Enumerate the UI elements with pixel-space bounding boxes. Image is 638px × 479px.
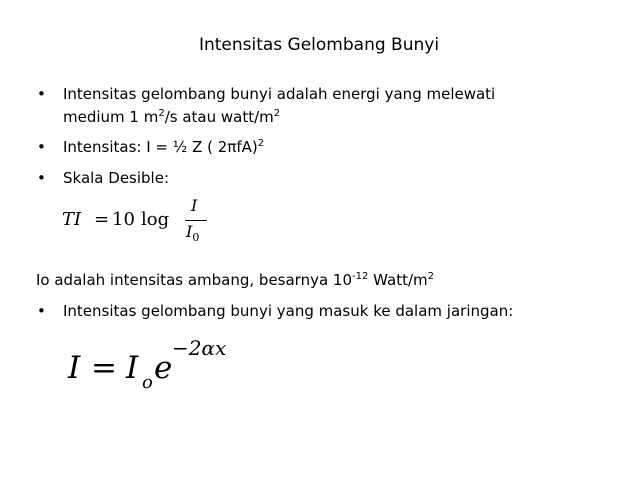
bullet-dot: • — [37, 169, 46, 187]
bullet-1-line-1: Intensitas gelombang bunyi adalah energi yang melewati — [63, 85, 496, 103]
formula-2-equals: = — [91, 350, 117, 386]
formula-2-io: I — [126, 350, 139, 386]
bullet-4-line: Intensitas gelombang bunyi yang masuk ke dalam jaringan: — [63, 302, 514, 320]
bullet-3-line: Skala Desible: — [63, 169, 169, 187]
formula-1-lhs: TI — [62, 209, 82, 230]
threshold-sup-1: -12 — [352, 271, 369, 282]
bullet-2-text: Intensitas: I = ½ Z ( 2πfA) — [63, 138, 258, 156]
formula-2-io-sub: o — [142, 372, 153, 393]
bullet-dot: • — [37, 138, 46, 156]
formula-1-coefficient: 10 — [112, 209, 135, 230]
formula-1-denominator — [186, 222, 199, 244]
slide-title: Intensitas Gelombang Bunyi — [198, 35, 440, 55]
formula-1-den-sub: 0 — [192, 231, 200, 245]
bullet-1-text: medium 1 m — [63, 108, 159, 126]
bullet-1-mid: /s atau watt/m — [164, 108, 274, 126]
bullet-1-line-2 — [63, 107, 280, 127]
formula-2-exponent: −2αx — [172, 336, 227, 360]
formula-1-numerator: I — [191, 196, 198, 215]
formula-1-log: log — [141, 209, 170, 230]
formula-1-den-base: I — [186, 222, 193, 241]
bullet-dot: • — [37, 302, 46, 320]
threshold-sup-2: 2 — [427, 271, 434, 282]
bullet-1-sup-1: 2 — [158, 108, 165, 119]
formula-2-e: e — [154, 350, 173, 386]
threshold-mid: Watt/m — [368, 271, 428, 289]
bullet-2-sup: 2 — [257, 138, 265, 149]
attenuation-formula — [68, 336, 268, 410]
threshold-text: Io adalah intensitas ambang, besarnya 10 — [36, 271, 353, 289]
decibel-formula — [62, 196, 222, 249]
bullet-1-sup-2: 2 — [273, 108, 281, 119]
bullet-2-line — [63, 137, 264, 157]
formula-2-lhs: I — [68, 350, 81, 386]
threshold-line — [36, 270, 434, 290]
bullet-dot: • — [37, 85, 46, 103]
formula-1-equals: = — [94, 209, 110, 230]
